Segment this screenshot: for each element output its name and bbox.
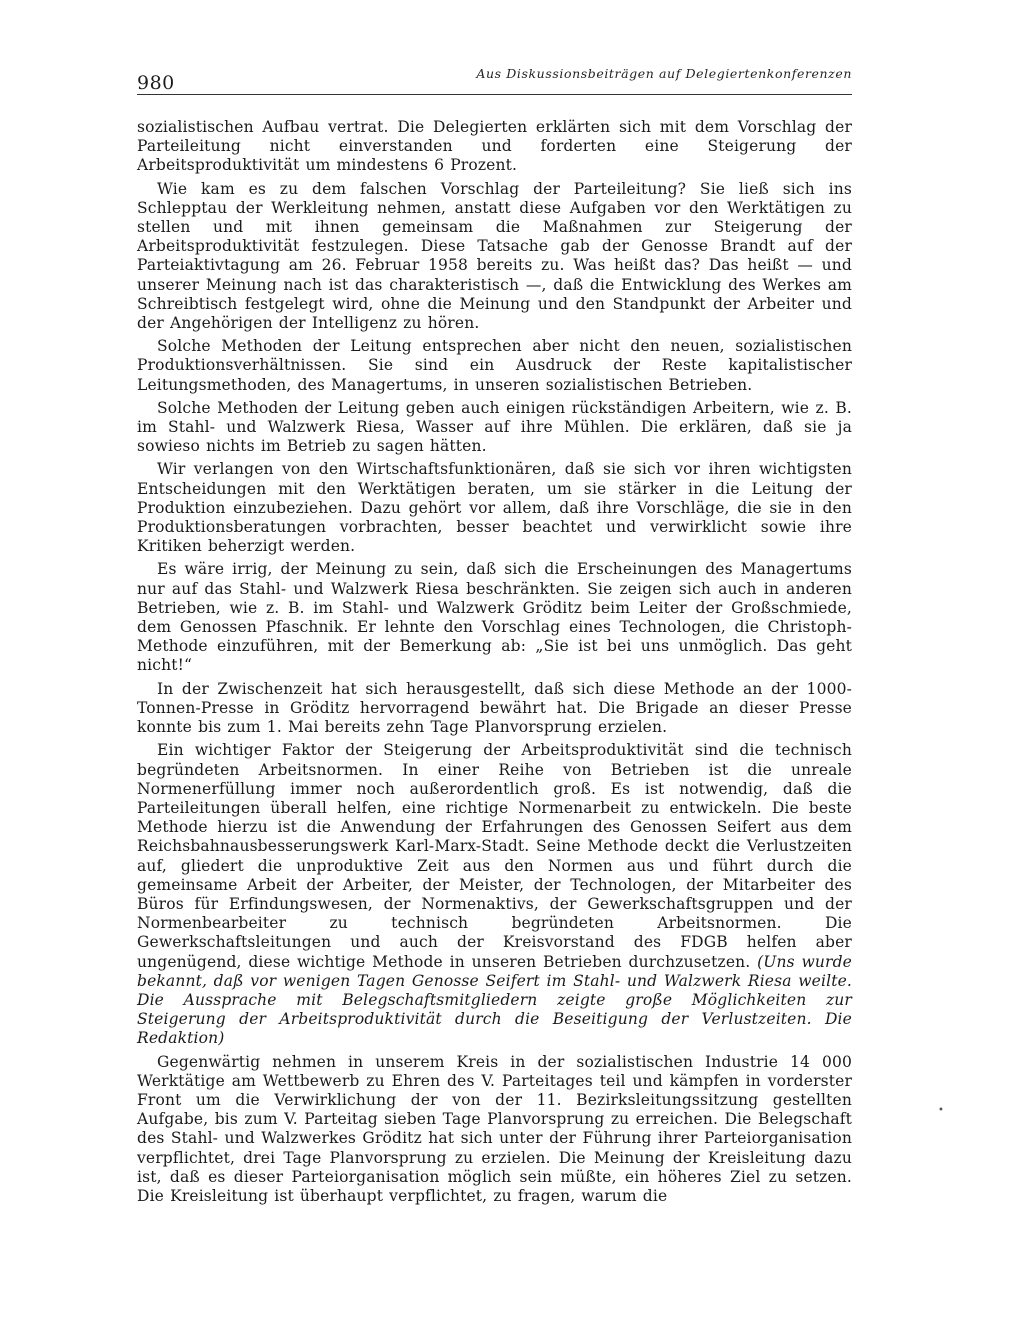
paragraph-6: Es wäre irrig, der Meinung zu sein, daß sich die Erscheinungen des Managertums nur auf das Stahl- und Walzwerk Riesa beschränkten. Sie zeigen sich auch in anderen Betrieben, wie z. B. im Stahl- und Walzwerk Gröditz beim Leiter der Großschmiede, dem Genossen Pfaschnik. Er lehnte den Vorschlag eines Technologen, die Christoph-Methode einzuführen, mit der Bemerkung ab: „Sie ist bei uns unmöglich. Das geht nicht!“ [137, 560, 852, 675]
paragraph-5: Wir verlangen von den Wirtschaftsfunktionären, daß sie sich vor ihren wichtigsten Entscheidungen mit den Werktätigen beraten, um sie stärker in die Leitung der Produktion einzubeziehen. Dazu gehört vor allem, daß ihre Vorschläge, die sie in den Produktionsberatungen vorbrachten, besser beachtet und verwirklicht sowie ihre Kritiken beherzigt werden. [137, 460, 852, 556]
paragraph-9: Gegenwärtig nehmen in unserem Kreis in der sozialistischen Industrie 14 000 Werktätige am Wettbewerb zu Ehren des V. Parteitages teil und kämpfen in vorderster Front um die Verwirklichung der von der 11. Bezirksleitungssitzung gestellten Aufgabe, bis zum V. Parteitag sieben Tage Planvorsprung zu erreichen. Die Belegschaft des Stahl- und Walzwerkes Gröditz hat sich unter der Führung ihrer Parteiorganisation verpflichtet, drei Tage Planvorsprung zu erzielen. Die Meinung der Kreisleitung dazu ist, daß es dieser Parteiorganisation möglich sein müßte, ein höheres Ziel zu setzen. Die Kreisleitung ist überhaupt verpflichtet, zu fragen, warum die [137, 1052, 852, 1205]
paragraph-1: sozialistischen Aufbau vertrat. Die Delegierten erklärten sich mit dem Vorschlag der Parteileitung nicht einverstanden und forderten eine Steigerung der Arbeitsproduktivität um mindestens 6 Prozent. [137, 118, 852, 175]
paragraph-8 [137, 741, 852, 1048]
paragraph-8-text: Ein wichtiger Faktor der Steigerung der Arbeitsproduktivität sind die technisch begründeten Arbeitsnormen. In einer Reihe von Betrieben ist die unreale Normenerfüllung immer noch außerordentlich groß. Es ist notwendig, daß die Parteileitungen überall helfen, eine richtige Normenarbeit zu entwickeln. Die beste Methode hierzu ist die Anwendung der Erfahrungen des Genossen Seifert aus dem Reichsbahnausbesserungswerk Karl-Marx-Stadt. Seine Methode deckt die Verlustzeiten auf, gliedert die unproduktive Zeit aus den Normen aus und führt durch die gemeinsame Arbeit der Arbeiter, der Meister, der Technologen, der Mitarbeiter des Büros für Erfindungswesen, der Normenaktivs, der Gewerkschaftsgruppen und der Normenbearbeiter zu technisch begründeten Arbeitsnormen. Die Gewerkschaftsleitungen und auch der Kreisvorstand des FDGB helfen aber ungenügend, diese wichtige Methode in unseren Betrieben durchzusetzen. [137, 741, 852, 971]
margin-mark: • [938, 1105, 944, 1116]
paragraph-7: In der Zwischenzeit hat sich herausgestellt, daß sich diese Methode an der 1000-Tonnen-Presse in Gröditz hervorragend bewährt hat. Die Brigade an dieser Presse konnte bis zum 1. Mai bereits zehn Tage Planvorsprung erzielen. [137, 679, 852, 737]
paragraph-4: Solche Methoden der Leitung geben auch einigen rückständigen Arbeitern, wie z. B. im Stahl- und Walzwerk Riesa, Wasser auf ihre Mühlen. Die erklären, daß sie ja sowieso nichts im Betrieb zu sagen hätten. [137, 398, 852, 456]
page-number: 980 [137, 72, 175, 94]
paragraph-3: Solche Methoden der Leitung entsprechen aber nicht den neuen, sozialistischen Produktionsverhältnissen. Sie sind ein Ausdruck der Reste kapitalistischer Leitungsmethoden, des Managertums, in unseren sozialistischen Betrieben. [137, 337, 852, 394]
running-head: Aus Diskussionsbeiträgen auf Delegiertenkonferenzen [476, 66, 852, 81]
header-rule [137, 94, 852, 95]
editorial-note: (Uns wurde bekannt, daß vor wenigen Tagen Genosse Seifert im Stahl- und Walzwerk Riesa weilte. Die Aussprache mit Belegschaftsmitgliedern zeigte große Möglichkeiten zur Steigerung der Arbeitsproduktivität durch die Beseitigung der Verlustzeiten. Die Redaktion) [137, 952, 853, 1048]
body-text [137, 118, 852, 1210]
paragraph-2: Wie kam es zu dem falschen Vorschlag der Parteileitung? Sie ließ sich ins Schlepptau der Werkleitung nehmen, anstatt diese Aufgaben vor den Werktätigen zu stellen und mit ihnen gemeinsam die Maßnahmen zur Steigerung der Arbeitsproduktivität festzulegen. Diese Tatsache gab der Genosse Brandt auf der Parteiaktivtagung am 26. Februar 1958 bereits zu. Was heißt das? Das heißt — und unserer Meinung nach ist das charakteristisch —, daß die Entwicklung des Werkes am Schreibtisch festgelegt wird, ohne die Meinung und den Standpunkt der Arbeiter und der Angehörigen der Intelligenz zu hören. [137, 179, 852, 333]
